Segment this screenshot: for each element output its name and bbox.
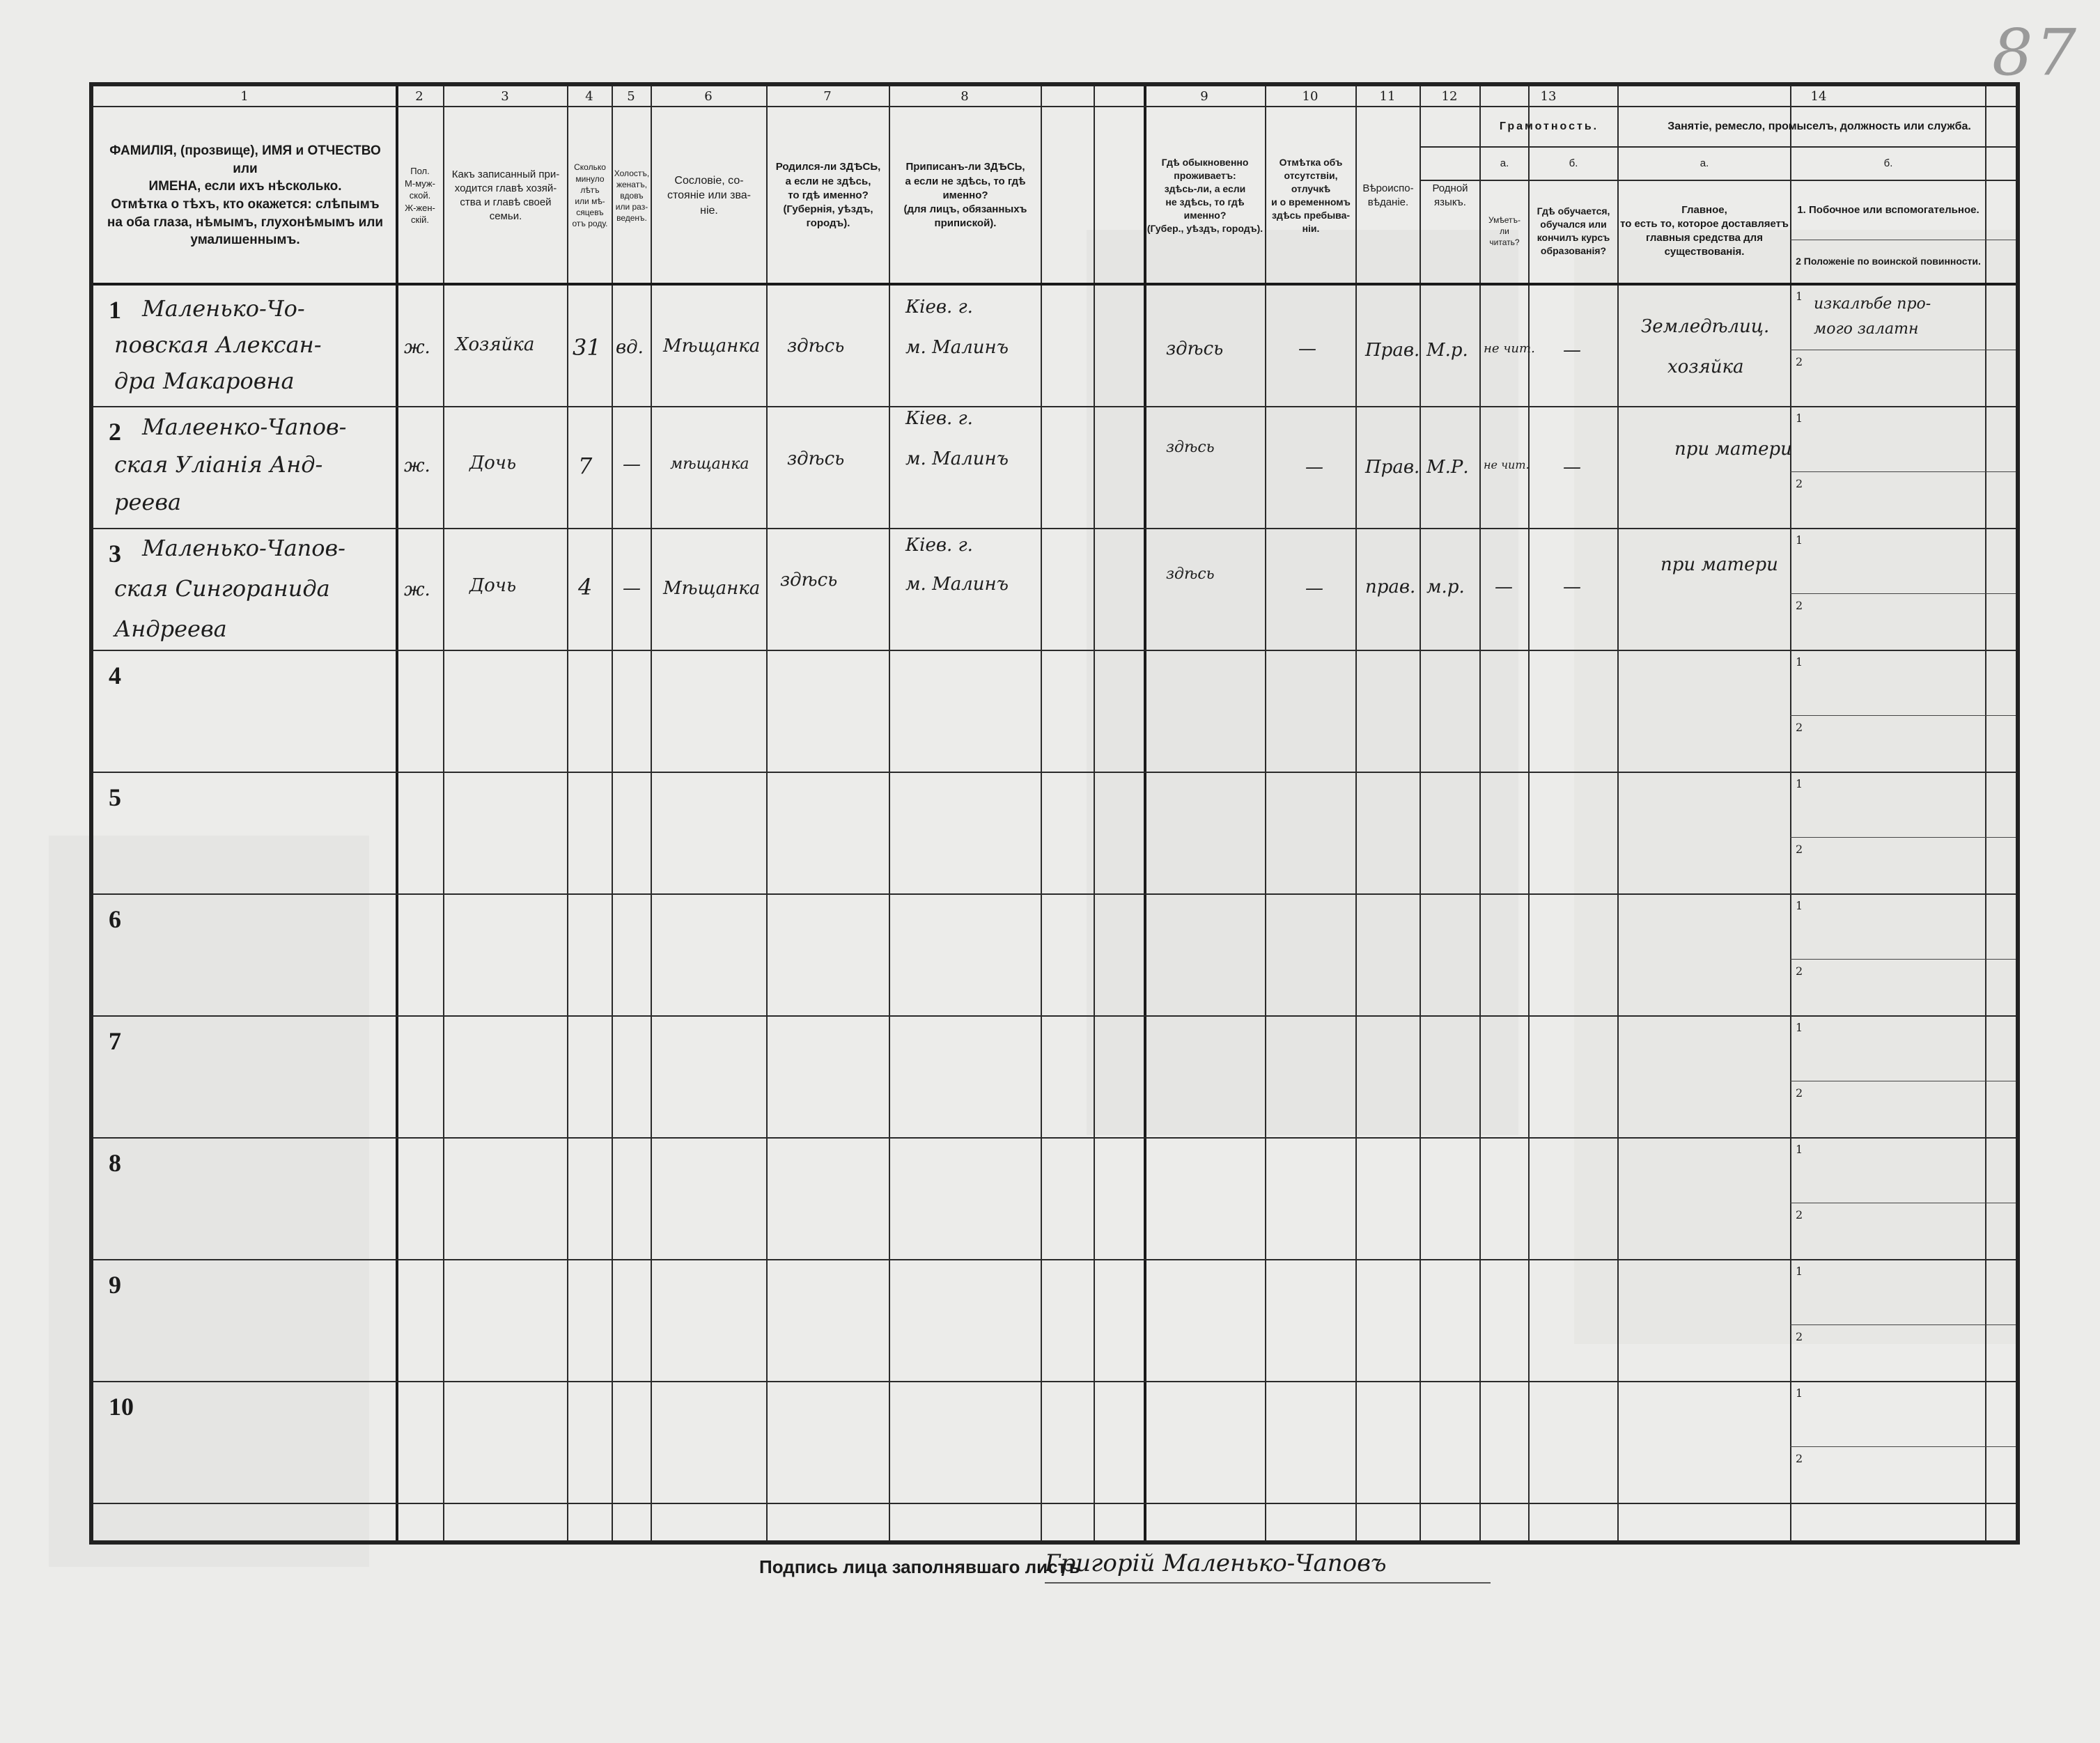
- column-number: 4: [585, 89, 593, 104]
- column-number: 3: [501, 89, 509, 104]
- column-rule: [1041, 86, 1042, 1540]
- column-rule: [1985, 86, 1986, 1540]
- cell-marital: —: [623, 578, 641, 599]
- column-number: 14: [1810, 89, 1827, 104]
- column-rule: [1420, 86, 1421, 1540]
- row-rule: [93, 1381, 2016, 1382]
- column-number: 5: [627, 89, 635, 104]
- row-rule: [93, 1137, 2016, 1139]
- page-number: 87: [1992, 15, 2080, 90]
- column-number: 2: [415, 89, 423, 104]
- cell-absence: —: [1305, 457, 1323, 478]
- cell-name-line: повская Алексан-: [114, 331, 322, 358]
- cell-absence: —: [1305, 578, 1323, 599]
- header-military-status: 2 Положеніе по воинской повинности.: [1796, 255, 1981, 267]
- cell-registration-line: м. Малинъ: [905, 574, 1009, 595]
- row-rule: [93, 528, 2016, 529]
- cell-age: 7: [578, 453, 593, 479]
- side-occupation-divider: [1790, 959, 2016, 960]
- header-occupation-a-label: а.: [1700, 157, 1709, 169]
- signature-underline: [1045, 1582, 1491, 1584]
- column-rule: [443, 86, 444, 1540]
- row-rule: [93, 1259, 2016, 1260]
- cell-name-line: ская Уліанія Анд-: [114, 451, 323, 478]
- header-marital: Холостъ, женатъ, вдовъ или раз- веденъ.: [614, 168, 650, 224]
- header-name: ФАМИЛІЯ, (прозвище), ИМЯ и ОТЧЕСТВО или ИМЕНА, если ихъ нѣсколько. Отмѣтка о тѣхъ, кто окажется: слѣпымъ на оба глаза, нѣмымъ, глухонѣмымъ или умалишеннымъ.: [107, 143, 384, 248]
- cell-residence: здѣсь: [1166, 338, 1224, 359]
- cell-occupation-line: при матери: [1674, 439, 1792, 460]
- row-rule: [93, 1015, 2016, 1017]
- header-registration: Приписанъ-ли ЗДѢСЬ, а если не здѣсь, то гдѣ именно? (для лицъ, обязанныхъ припиской).: [903, 161, 1027, 230]
- column-rule: [889, 86, 890, 1540]
- cell-residence: здѣсь: [1166, 565, 1215, 583]
- side-occupation-index: 1: [1796, 655, 1803, 669]
- cell-name-line: Маленько-Чо-: [142, 295, 305, 322]
- header-side-occupation: 1. Побочное или вспомогательное.: [1797, 203, 1980, 216]
- row-number: 1: [109, 296, 121, 324]
- cell-sex: ж.: [404, 455, 430, 476]
- cell-name-line: ская Сингоранида: [114, 575, 330, 602]
- cell-religion: Прав.: [1365, 340, 1420, 361]
- military-status-index: 2: [1796, 1208, 1803, 1221]
- cell-age: 4: [578, 574, 593, 600]
- header-literacy-group: Грамотность.: [1499, 120, 1599, 133]
- cell-registration-line: м. Малинъ: [905, 448, 1009, 469]
- header-residence: Гдѣ обыкновенно проживаетъ: здѣсь-ли, а если не здѣсь, то гдѣ именно? (Губер., уѣздъ, городъ).: [1146, 157, 1263, 234]
- cell-name-line: дра Макаровна: [114, 368, 295, 394]
- side-occupation-index: 1: [1796, 1386, 1803, 1400]
- cell-name-line: Малеенко-Чапов-: [142, 414, 347, 440]
- cell-side-occupation-line: изкалѣбе про-: [1814, 295, 1931, 313]
- census-form-table: [89, 82, 2020, 1545]
- side-occupation-index: 1: [1796, 412, 1803, 425]
- side-occupation-index: 1: [1796, 1265, 1803, 1278]
- cell-registration-line: Кіев. г.: [905, 297, 973, 318]
- row-number: 8: [109, 1149, 121, 1177]
- column-rule: [1479, 86, 1481, 1540]
- header-age: Сколько минуло лѣтъ или мѣ- сяцевъ отъ роду.: [572, 162, 608, 229]
- cell-religion: прав.: [1365, 577, 1416, 597]
- cell-residence: здѣсь: [1166, 439, 1215, 456]
- header-literacy-b-label: б.: [1569, 157, 1578, 169]
- cell-education: —: [1563, 340, 1581, 361]
- column-number: 6: [704, 89, 713, 104]
- cell-can-read: —: [1495, 577, 1513, 597]
- column-number: 1: [240, 89, 249, 104]
- side-occupation-divider: [1790, 1324, 2016, 1325]
- cell-estate: мѣщанка: [670, 455, 749, 473]
- cell-birthplace: здѣсь: [780, 570, 838, 591]
- cell-name-line: Маленько-Чапов-: [142, 535, 345, 561]
- row-number: 6: [109, 905, 121, 933]
- column-rule: [1790, 86, 1791, 1540]
- row-rule: [93, 1503, 2016, 1504]
- military-status-index: 2: [1796, 1452, 1803, 1465]
- military-status-index: 2: [1796, 1086, 1803, 1100]
- header-birthplace: Родился-ли ЗДѢСЬ, а если не здѣсь, то гдѣ именно? (Губернія, уѣздъ, городъ).: [775, 161, 881, 230]
- header-relation: Какъ записанный при- ходится главѣ хозяй- ства и главѣ своей семьи.: [451, 168, 560, 223]
- column-rule: [766, 86, 768, 1540]
- signature: Григорій Маленько-Чаповъ: [1045, 1549, 1387, 1577]
- cell-occupation-line: при матери: [1660, 554, 1778, 575]
- column-number: 7: [823, 89, 832, 104]
- row-number: 2: [109, 418, 121, 446]
- cell-name-line: Андреева: [114, 616, 227, 642]
- side-occupation-divider: [1790, 593, 2016, 594]
- column-rule: [1617, 86, 1619, 1540]
- side-occupation-divider: [1790, 1446, 2016, 1447]
- header-religion: Вѣроиспо- вѣданіе.: [1362, 182, 1414, 208]
- cell-language: М.р.: [1426, 340, 1468, 361]
- side-occupation-index: 1: [1796, 777, 1803, 790]
- row-number: 7: [109, 1027, 121, 1055]
- header-main-occupation: Главное, то есть то, которое доставляетъ главныя средства для существованія.: [1620, 203, 1789, 258]
- header-language: Родной языкъ.: [1432, 182, 1468, 208]
- column-number: 12: [1441, 89, 1458, 104]
- cell-registration-line: Кіев. г.: [905, 408, 973, 429]
- cell-estate: Мѣщанка: [663, 336, 761, 357]
- column-number: 13: [1540, 89, 1557, 104]
- military-status-index: 2: [1796, 599, 1803, 612]
- cell-sex: ж.: [404, 337, 430, 358]
- column-rule: [1144, 86, 1146, 1540]
- column-number: 9: [1200, 89, 1208, 104]
- row-number: 5: [109, 783, 121, 811]
- military-status-index: 2: [1796, 355, 1803, 368]
- cell-absence: —: [1298, 338, 1316, 359]
- cell-birthplace: здѣсь: [787, 448, 845, 469]
- cell-religion: Прав.: [1365, 457, 1420, 478]
- row-rule: [93, 772, 2016, 773]
- cell-education: —: [1563, 577, 1581, 597]
- header-education: Гдѣ обучается, обучался или кончилъ курсъ образованія?: [1537, 205, 1610, 256]
- column-number: 10: [1302, 89, 1319, 104]
- cell-birthplace: здѣсь: [787, 336, 845, 357]
- header-sex: Пол. М-муж- ской. Ж-жен- скій.: [405, 166, 435, 226]
- cell-occupation-line: хозяйка: [1667, 357, 1744, 377]
- cell-age: 31: [573, 334, 601, 361]
- side-occupation-index: 1: [1796, 533, 1803, 547]
- cell-occupation-line: Земледѣлиц.: [1641, 316, 1770, 337]
- cell-can-read: не чит.: [1484, 458, 1530, 471]
- military-status-index: 2: [1796, 964, 1803, 978]
- column-rule: [396, 86, 398, 1540]
- side-occupation-index: 1: [1796, 1143, 1803, 1156]
- side-occupation-index: 1: [1796, 899, 1803, 912]
- row-number: 4: [109, 662, 121, 689]
- header-absence: Отмѣтка объ отсутствіи, отлучкѣ и о временномъ здѣсь пребыва- ніи.: [1271, 157, 1351, 234]
- cell-language: М.Р.: [1426, 457, 1469, 478]
- cell-estate: Мѣщанка: [663, 578, 761, 599]
- side-occupation-divider: [1790, 837, 2016, 838]
- row-number: 3: [109, 540, 121, 568]
- side-occupation-index: 1: [1796, 1021, 1803, 1034]
- cell-can-read: не чит.: [1484, 341, 1535, 356]
- cell-education: —: [1563, 457, 1581, 478]
- header-literacy-a-label: а.: [1500, 157, 1509, 169]
- signature-label: Подпись лица заполнявшаго листъ: [759, 1556, 1080, 1577]
- side-occupation-divider: [1790, 715, 2016, 716]
- cell-marital: вд.: [616, 337, 644, 358]
- cell-relation: Хозяйка: [456, 334, 535, 355]
- cell-sex: ж.: [404, 579, 430, 600]
- row-rule: [93, 650, 2016, 651]
- column-rule: [612, 86, 613, 1540]
- column-rule: [1355, 86, 1357, 1540]
- column-rule: [651, 86, 652, 1540]
- row-rule: [93, 406, 2016, 407]
- cell-marital: —: [623, 454, 641, 475]
- header-can-read: Умѣетъ- ли читать?: [1488, 214, 1520, 248]
- column-rule: [1265, 86, 1266, 1540]
- header-occupation-b-label: б.: [1883, 157, 1893, 169]
- cell-name-line: реева: [114, 489, 182, 515]
- column-rule: [1528, 86, 1530, 1540]
- column-number: 11: [1379, 89, 1396, 104]
- side-occupation-divider: [1790, 471, 2016, 472]
- header-estate: Сословіе, со- стояніе или зва- ніе.: [667, 174, 751, 217]
- side-occupation-index: 1: [1796, 290, 1803, 303]
- cell-relation: Дочь: [469, 575, 517, 596]
- cell-registration-line: м. Малинъ: [905, 337, 1009, 358]
- row-rule: [93, 893, 2016, 895]
- military-status-index: 2: [1796, 721, 1803, 734]
- column-rule: [1094, 86, 1095, 1540]
- column-rule: [567, 86, 568, 1540]
- military-status-index: 2: [1796, 477, 1803, 490]
- cell-side-occupation-line: мого залатн: [1814, 320, 1919, 338]
- cell-relation: Дочь: [469, 453, 517, 474]
- row-number: 10: [109, 1393, 134, 1421]
- cell-language: м.р.: [1426, 577, 1465, 597]
- military-status-index: 2: [1796, 843, 1803, 856]
- row-number: 9: [109, 1271, 121, 1299]
- column-number: 8: [960, 89, 969, 104]
- header-bottom-rule: [93, 283, 2016, 286]
- military-status-index: 2: [1796, 1330, 1803, 1343]
- cell-registration-line: Кіев. г.: [905, 535, 973, 556]
- header-occupation-group: Занятіе, ремесло, промыселъ, должность или служба.: [1667, 120, 1971, 133]
